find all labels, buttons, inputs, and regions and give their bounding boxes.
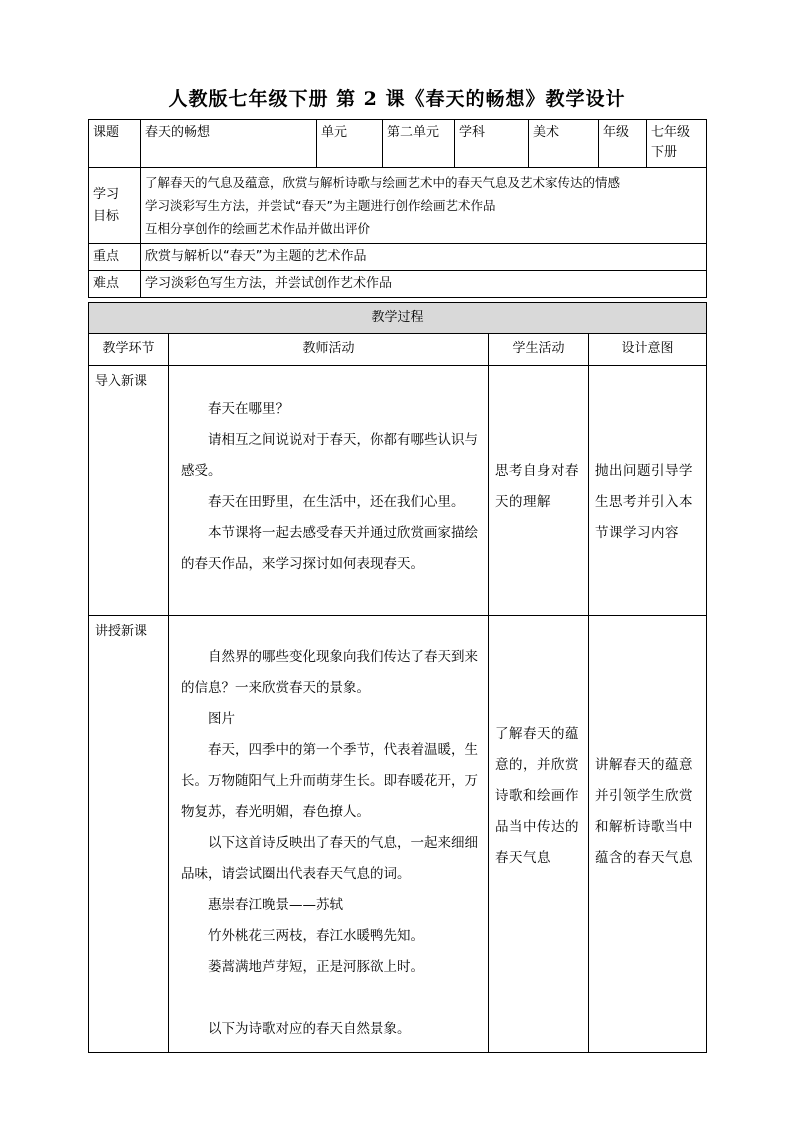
student-line: 品当中传达的 [495, 819, 579, 835]
intent-cell [589, 616, 707, 1053]
topic-value: 春天的畅想 [141, 120, 317, 168]
intent-cell [589, 366, 707, 616]
teacher-paragraph: 春天在哪里？ [208, 401, 289, 417]
goal-item: 互相分享创作的绘画艺术作品并做出评价 [145, 221, 371, 236]
teacher-paragraph: 以下这首诗反映出了春天的气息，一起来细细品味，请尝试圈出代表春天气息的词。 [181, 835, 478, 882]
teacher-paragraph: 春天在田野里，在生活中，还在我们心里。 [208, 494, 465, 510]
grade-value-line-1: 七年级 [651, 125, 691, 140]
student-activity-cell [489, 616, 589, 1053]
student-line: 诗歌和绘画作 [495, 788, 579, 804]
student-line: 春天气息 [495, 850, 551, 866]
process-heading: 教学过程 [89, 303, 707, 334]
teacher-paragraph: 以下为诗歌对应的春天自然景象。 [208, 1021, 411, 1037]
teacher-paragraph: 图片 [208, 711, 235, 727]
topic-label: 课题 [89, 120, 141, 168]
stage-cell: 讲授新课 [89, 616, 169, 1053]
intent-line: 抛出问题引导学 [595, 463, 693, 479]
intent-line: 并引领学生欣赏 [595, 788, 693, 804]
difficulty-value: 学习淡彩色写生方法，并尝试创作艺术作品 [141, 271, 707, 298]
teacher-activity-cell [169, 366, 489, 616]
goal-item: 学习淡彩写生方法，并尝试“春天”为主题进行创作绘画艺术作品 [145, 198, 496, 213]
teacher-paragraph: 春天，四季中的第一个季节，代表着温暖，生长。万物随阳气上升而萌芽生长。即春暖花开，万物复苏，春光明媚，春色撩人。 [181, 742, 478, 820]
column-header-intent: 设计意图 [589, 334, 707, 366]
stage-cell: 导入新课 [89, 366, 169, 616]
intent-line: 讲解春天的蕴意 [595, 757, 693, 773]
intent-line: 生思考并引入本 [595, 494, 693, 510]
student-activity-cell [489, 366, 589, 616]
table-row [89, 366, 707, 616]
key-value: 欣赏与解析以“春天”为主题的艺术作品 [141, 244, 707, 271]
goals-cell [141, 168, 707, 244]
student-line: 意的，并欣赏 [495, 757, 579, 773]
student-line: 思考自身对春 [495, 463, 579, 479]
info-table [88, 119, 707, 298]
unit-label: 单元 [317, 120, 383, 168]
goal-item: 了解春天的气息及蕴意，欣赏与解析诗歌与绘画艺术中的春天气息及艺术家传达的情感 [145, 175, 621, 190]
column-header-student: 学生活动 [489, 334, 589, 366]
grade-value-line-2: 下册 [651, 145, 678, 160]
subject-value: 美术 [529, 120, 599, 168]
grade-value [647, 120, 707, 168]
goal-label-line-1: 学习 [93, 186, 120, 202]
goal-label-line-2: 目标 [93, 208, 120, 224]
teacher-paragraph: 惠崇春江晚景——苏轼 [208, 897, 343, 913]
student-line: 了解春天的蕴 [495, 726, 579, 742]
intent-line: 节课学习内容 [595, 525, 679, 541]
key-label: 重点 [89, 244, 141, 271]
goal-label [89, 168, 141, 244]
difficulty-label: 难点 [89, 271, 141, 298]
teacher-paragraph: 蒌蒿满地芦芽短，正是河豚欲上时。 [208, 959, 424, 975]
grade-label: 年级 [599, 120, 647, 168]
document-title: 人教版七年级下册 第 2 课《春天的畅想》教学设计 [168, 88, 626, 110]
student-line: 天的理解 [495, 494, 551, 510]
teacher-paragraph: 请相互之间说说对于春天，你都有哪些认识与感受。 [181, 432, 478, 479]
teacher-paragraph: 本节课将一起去感受春天并通过欣赏画家描绘的春天作品，来学习探讨如何表现春天。 [181, 525, 478, 572]
teacher-paragraph [181, 983, 478, 1014]
column-header-teacher: 教师活动 [169, 334, 489, 366]
teacher-paragraph: 竹外桃花三两枝，春江水暖鸭先知。 [208, 928, 424, 944]
unit-value: 第二单元 [383, 120, 455, 168]
intent-line: 和解析诗歌当中 [595, 819, 693, 835]
intent-line: 蕴含的春天气息 [595, 850, 693, 866]
teacher-activity-cell [169, 616, 489, 1053]
column-header-stage: 教学环节 [89, 334, 169, 366]
subject-label: 学科 [455, 120, 529, 168]
teacher-paragraph: 自然界的哪些变化现象向我们传达了春天到来的信息？一来欣赏春天的景象。 [181, 649, 478, 696]
table-row [89, 616, 707, 1053]
process-table [88, 302, 707, 1053]
